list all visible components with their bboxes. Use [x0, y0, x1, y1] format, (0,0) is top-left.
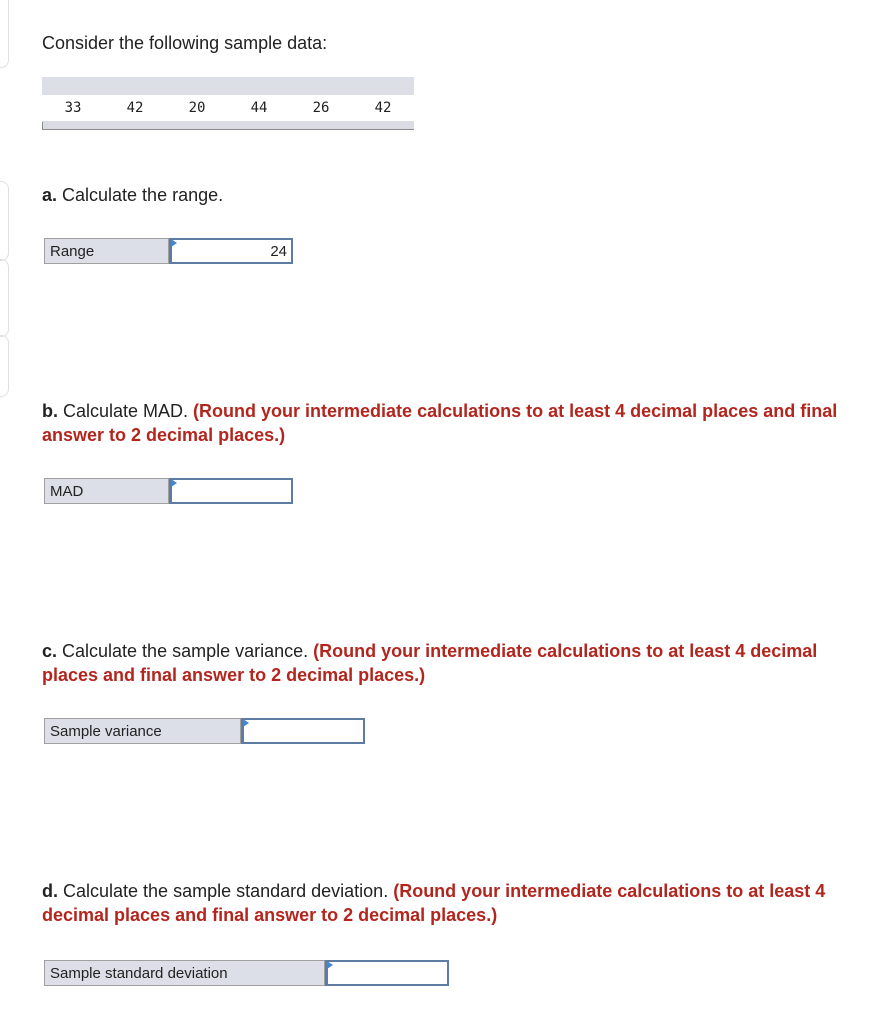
sample-data-row — [42, 95, 414, 121]
mad-input[interactable] — [169, 478, 293, 504]
sample-variance-answer-row — [44, 718, 365, 744]
data-cell: 42 — [126, 100, 144, 116]
question-letter: b. — [42, 401, 58, 421]
question-letter: a. — [42, 185, 58, 205]
sample-std-dev-input[interactable] — [325, 960, 449, 986]
data-cell: 33 — [64, 100, 82, 116]
mad-answer-row — [44, 478, 293, 504]
range-label: Range — [45, 239, 169, 263]
question-text: Calculate the sample standard deviation. — [58, 881, 394, 901]
question-letter: d. — [42, 881, 58, 901]
sample-variance-label: Sample variance — [45, 719, 241, 743]
sample-std-dev-label: Sample standard deviation — [45, 961, 325, 985]
range-input[interactable] — [169, 238, 293, 264]
rounding-note: (Round your intermediate calculations to at least 4 decimal places and final answer to 2 decimal places.) — [42, 641, 818, 685]
question-d — [42, 879, 842, 927]
question-c — [42, 639, 842, 687]
flag-icon — [243, 719, 249, 727]
sample-std-dev-answer-row — [44, 960, 449, 986]
range-answer-row — [44, 238, 293, 264]
data-cell: 26 — [312, 100, 330, 116]
sample-variance-input[interactable] — [241, 718, 365, 744]
data-cell: 44 — [250, 100, 268, 116]
rounding-note: (Round your intermediate calculations to at least 4 decimal places and final answer to 2 decimal places.) — [42, 881, 826, 925]
data-cell: 20 — [188, 100, 206, 116]
rounding-note: (Round your intermediate calculations to at least 4 decimal places and final answer to 2 decimal places.) — [42, 401, 838, 445]
flag-icon — [171, 479, 177, 487]
adjacent-panel-edge — [0, 181, 9, 261]
flag-icon — [171, 239, 177, 247]
mad-label: MAD — [45, 479, 169, 503]
sample-data-table — [42, 77, 414, 130]
table-corner-tick — [42, 122, 43, 130]
question-b — [42, 399, 842, 447]
flag-icon — [327, 961, 333, 969]
adjacent-panel-edge — [0, 0, 9, 68]
question-text: Calculate the sample variance. — [57, 641, 314, 661]
question-text: Calculate MAD. — [58, 401, 194, 421]
adjacent-panel-edge — [0, 335, 9, 397]
range-input-value: 24 — [270, 242, 287, 260]
problem-intro: Consider the following sample data: — [42, 33, 328, 53]
adjacent-panel-edge — [0, 259, 9, 337]
question-text: Calculate the range. — [57, 185, 224, 205]
question-letter: c. — [42, 641, 58, 661]
question-a — [42, 183, 842, 207]
data-cell: 42 — [374, 100, 392, 116]
